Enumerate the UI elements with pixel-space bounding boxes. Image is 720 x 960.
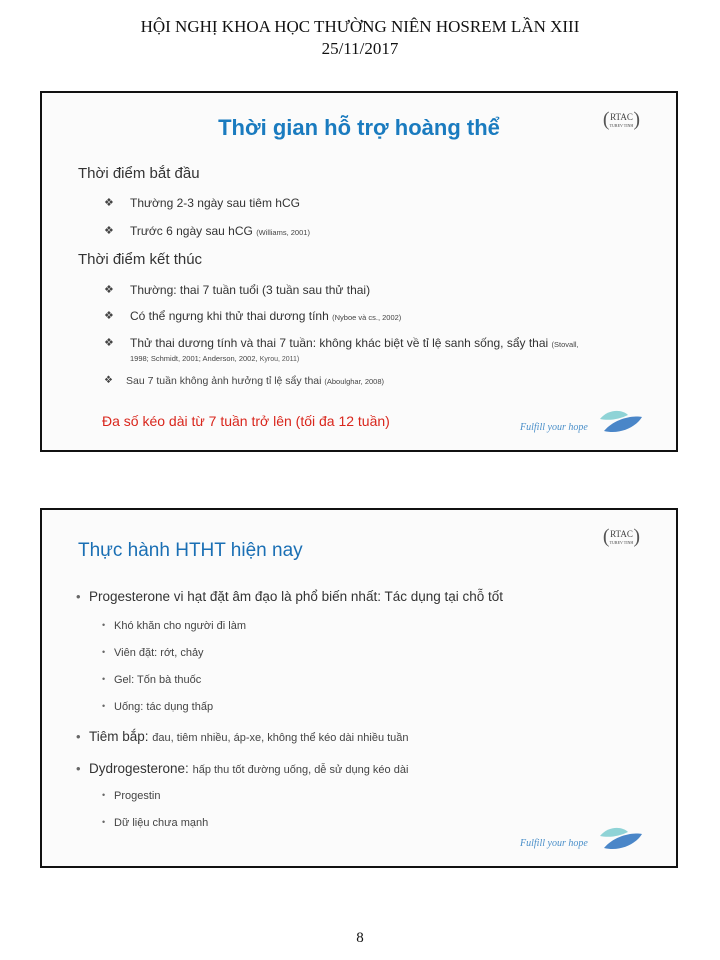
list-item-citation: 1998; Schmidt, 2001; Anderson, 2002, Kyrou, 2011): [130, 354, 300, 363]
sub-list-item: Progestin: [114, 790, 161, 802]
diamond-bullet-icon: ❖: [104, 284, 114, 296]
diamond-bullet-icon: ❖: [104, 375, 113, 386]
slide-title: Thực hành HTHT hiện nay: [78, 540, 303, 561]
bullet-dot-icon: •: [102, 790, 106, 800]
sub-list-item: Gel: Tốn bà thuốc: [114, 674, 202, 686]
list-item: Sau 7 tuần không ảnh hưởng tỉ lệ sẩy thai (Aboulghar, 2008): [126, 375, 385, 387]
list-item: Thường 2-3 ngày sau tiêm hCG: [130, 196, 300, 210]
conclusion-text: Đa số kéo dài từ 7 tuần trở lên (tối đa 12 tuần): [102, 413, 390, 429]
diamond-bullet-icon: ❖: [104, 337, 114, 349]
list-item: Có thể ngưng khi thử thai dương tính (Nyboe và cs., 2002): [130, 309, 402, 323]
document-header: [0, 16, 720, 60]
list-item: Progesterone vi hạt đặt âm đạo là phổ biến nhất: Tác dụng tại chỗ tốt: [89, 589, 504, 604]
diamond-bullet-icon: ❖: [104, 197, 114, 209]
bullet-dot-icon: •: [102, 701, 106, 711]
list-item: Thử thai dương tính và thai 7 tuần: không khác biệt về tỉ lệ sanh sống, sẩy thai (Stovall,: [130, 336, 579, 350]
bullet-dot-icon: •: [76, 589, 81, 604]
diamond-bullet-icon: ❖: [104, 225, 114, 237]
list-item: Dydrogesterone: hấp thu tốt đường uống, dễ sử dụng kéo dài: [89, 761, 409, 776]
conference-date: 25/11/2017: [321, 39, 399, 58]
diamond-bullet-icon: ❖: [104, 310, 114, 322]
slide-luteal-support-timing: [40, 91, 678, 452]
bullet-dot-icon: •: [102, 620, 106, 630]
conference-title: HỘI NGHỊ KHOA HỌC THƯỜNG NIÊN HOSREM LẦN XIII: [140, 17, 580, 36]
sub-list-item: Viên đặt: rớt, chảy: [114, 647, 204, 659]
sub-list-item: Dữ liệu chưa mạnh: [114, 817, 209, 829]
bullet-dot-icon: •: [102, 817, 106, 827]
bullet-dot-icon: •: [76, 761, 81, 776]
bullet-dot-icon: •: [102, 647, 106, 657]
bullet-dot-icon: •: [76, 729, 81, 744]
leaf-logo-icon: [598, 409, 644, 435]
list-item: Trước 6 ngày sau hCG (Williams, 2001): [130, 224, 310, 238]
page-number: 8: [356, 930, 364, 946]
rtac-logo: (RTAC TUREV TINH ): [602, 108, 640, 131]
slide-current-practice: [40, 508, 678, 868]
bullet-dot-icon: •: [102, 674, 106, 684]
tagline: Fulfill your hope: [520, 422, 588, 433]
rtac-logo: (RTAC TUREV TINH ): [602, 525, 640, 548]
start-heading: Thời điểm bắt đầu: [78, 165, 200, 182]
sub-list-item: Khó khăn cho người đi làm: [114, 620, 246, 632]
list-item: Thường: thai 7 tuần tuổi (3 tuần sau thử thai): [130, 283, 371, 297]
tagline: Fulfill your hope: [520, 838, 588, 849]
slide-title: Thời gian hỗ trợ hoàng thể: [218, 115, 500, 140]
end-heading: Thời điểm kết thúc: [78, 251, 203, 268]
list-item: Tiêm bắp: đau, tiêm nhiều, áp-xe, không thể kéo dài nhiều tuần: [89, 729, 409, 744]
leaf-logo-icon: [598, 826, 644, 852]
sub-list-item: Uống: tác dụng thấp: [114, 701, 214, 713]
